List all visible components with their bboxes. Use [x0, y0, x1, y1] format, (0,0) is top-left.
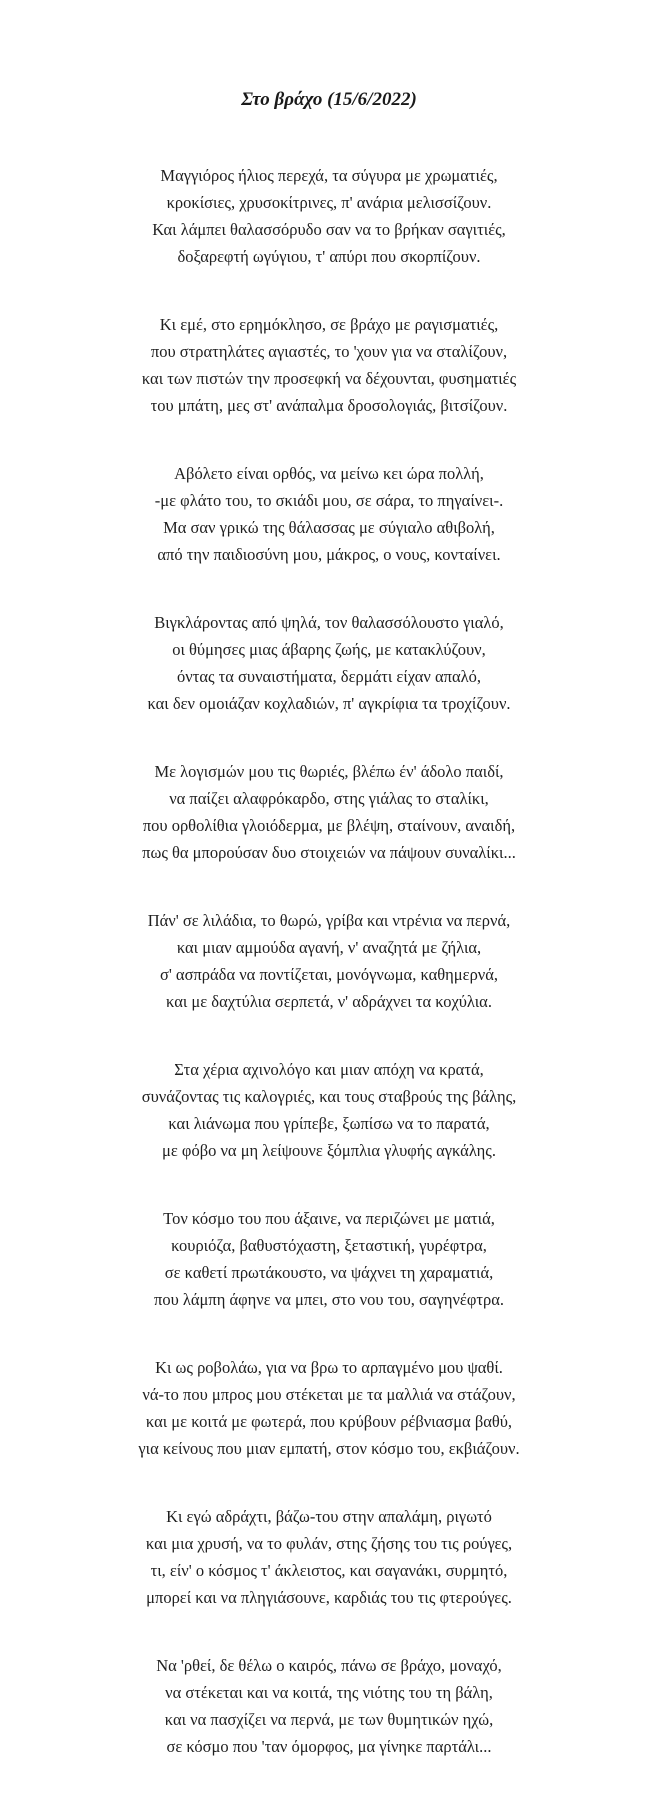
poem-line: μπορεί και να πληγιάσουνε, καρδιάς του τις φτερούγες.: [146, 1588, 512, 1607]
poem-line: πως θα μπορούσαν δυο στοιχειών να πάψουν συναλίκι...: [142, 843, 516, 862]
poem-line: τι, είν' ο κόσμος τ' άκλειστος, και σαγανάκι, συρμητό,: [150, 1561, 508, 1580]
poem-line: κουριόζα, βαθυστόχαστη, ξεταστική, γυρέφτρα,: [171, 1236, 487, 1255]
poem-title: Στο βράχο (15/6/2022): [241, 89, 417, 110]
poem-line: σε καθετί πρωτάκουστο, να ψάχνει τη χαραματιά,: [164, 1263, 494, 1282]
stanza: [0, 1354, 658, 1462]
poem-line: νά-το που μπρος μου στέκεται με τα μαλλιά να στάζουν,: [142, 1385, 516, 1404]
poem-line: με φόβο να μη λείψουνε ξόμπλια γλυφής αγκάλης.: [162, 1141, 496, 1160]
stanza: [0, 1205, 658, 1313]
poem-line: και με δαχτύλια σερπετά, ν' αδράχνει τα κοχύλια.: [166, 992, 492, 1011]
poem-body: [0, 162, 658, 1801]
poem-line: σ' ασπράδα να ποντίζεται, μονόγνωμα, καθημερνά,: [159, 965, 499, 984]
poem-line: Και λάμπει θαλασσόρυδο σαν να το βρήκαν σαγιτιές,: [152, 220, 506, 239]
poem-line: -με φλάτο του, το σκιάδι μου, σε σάρα, το πηγαίνει-.: [154, 491, 504, 510]
poem-line: Κι ως ροβολάω, για να βρω το αρπαγμένο μου ψαθί.: [155, 1358, 503, 1377]
poem-line: από την παιδιοσύνη μου, μάκρος, ο νους, κονταίνει.: [157, 545, 501, 564]
poem-line: κροκίσιες, χρυσοκίτρινες, π' ανάρια μελισσίζουν.: [166, 193, 492, 212]
stanza: [0, 907, 658, 1015]
poem-line: και λιάνωμα που γρίπεβε, ξωπίσω να το παρατά,: [168, 1114, 490, 1133]
poem-line: Τον κόσμο του που άξαινε, να περιζώνει με ματιά,: [163, 1209, 495, 1228]
poem-line: που ορθολίθια γλοιόδερμα, με βλέψη, σταίνουν, αναιδή,: [142, 816, 516, 835]
poem-line: Βιγκλάροντας από ψηλά, τον θαλασσόλουστο γιαλό,: [154, 613, 504, 632]
poem-line: να στέκεται και να κοιτά, της νιότης του τη βάλη,: [165, 1683, 493, 1702]
stanza: [0, 609, 658, 717]
poem-line: και με κοιτά με φωτερά, που κρύβουν ρέβνιασμα βαθύ,: [145, 1412, 513, 1431]
poem-line: και μιαν αμμούδα αγανή, ν' αναζητά με ζήλια,: [176, 938, 482, 957]
poem-line: που στρατηλάτες αγιαστές, το 'χουν για να σταλίζουν,: [150, 342, 508, 361]
poem-line: που λάμπη άφηνε να μπει, στο νου του, σαγηνέφτρα.: [154, 1290, 504, 1309]
stanza: [0, 1056, 658, 1164]
poem-line: οι θύμησες μιας άβαρης ζωής, με κατακλύζουν,: [172, 640, 486, 659]
poem-line: Μαγγιόρος ήλιος περεχά, τα σύγυρα με χρωματιές,: [160, 166, 498, 185]
poem-line: και δεν ομοιάζαν κοχλαδιών, π' αγκρίφια τα τροχίζουν.: [147, 694, 511, 713]
poem-line: για κείνους που μιαν εμπατή, στον κόσμο του, εκβιάζουν.: [138, 1439, 520, 1458]
stanza: [0, 1652, 658, 1760]
stanza: [0, 758, 658, 866]
stanza: [0, 1503, 658, 1611]
poem-line: και μια χρυσή, να το φυλάν, στης ζήσης του τις ρούγες,: [145, 1534, 513, 1553]
poem-line: Κι εγώ αδράχτι, βάζω-του στην απαλάμη, ριγωτό: [166, 1507, 492, 1526]
poem-line: Με λογισμών μου τις θωριές, βλέπω έν' άδολο παιδί,: [154, 762, 504, 781]
poem-line: σε κόσμο που 'ταν όμορφος, μα γίνηκε παρτάλι...: [166, 1737, 492, 1756]
poem-line: να παίζει αλαφρόκαρδο, στης γιάλας το σταλίκι,: [169, 789, 489, 808]
poem-line: όντας τα συναιστήματα, δερμάτι είχαν απαλό,: [176, 667, 481, 686]
poem-line: Στα χέρια αχινολόγο και μιαν απόχη να κρατά,: [174, 1060, 484, 1079]
poem-line: Μα σαν γρικώ της θάλασσας με σύγιαλο αθιβολή,: [163, 518, 495, 537]
poem-line: Αβόλετο είναι ορθός, να μείνω κει ώρα πολλή,: [174, 464, 484, 483]
poem-line: Να 'ρθεί, δε θέλω ο καιρός, πάνω σε βράχο, μοναχό,: [156, 1656, 502, 1675]
stanza: [0, 311, 658, 419]
stanza: [0, 460, 658, 568]
poem-line: δοξαρεφτή ωγύγιου, τ' απύρι που σκορπίζουν.: [177, 247, 481, 266]
stanza: [0, 162, 658, 270]
poem-line: συνάζοντας τις καλογριές, και τους σταβρούς της βάλης,: [141, 1087, 517, 1106]
poem-line: και να πασχίζει να περνά, με των θυμητικών ηχώ,: [164, 1710, 494, 1729]
poem-line: Κι εμέ, στο ερημόκλησο, σε βράχο με ραγισματιές,: [159, 315, 499, 334]
poem-line: του μπάτη, μες στ' ανάπαλμα δροσολογιάς, βιτσίζουν.: [150, 396, 508, 415]
poem-line: Πάν' σε λιλάδια, το θωρώ, γρίβα και ντρένια να περνά,: [147, 911, 511, 930]
poem-line: και των πιστών την προσεφκή να δέχουνται, φυσηματιές: [141, 369, 517, 388]
